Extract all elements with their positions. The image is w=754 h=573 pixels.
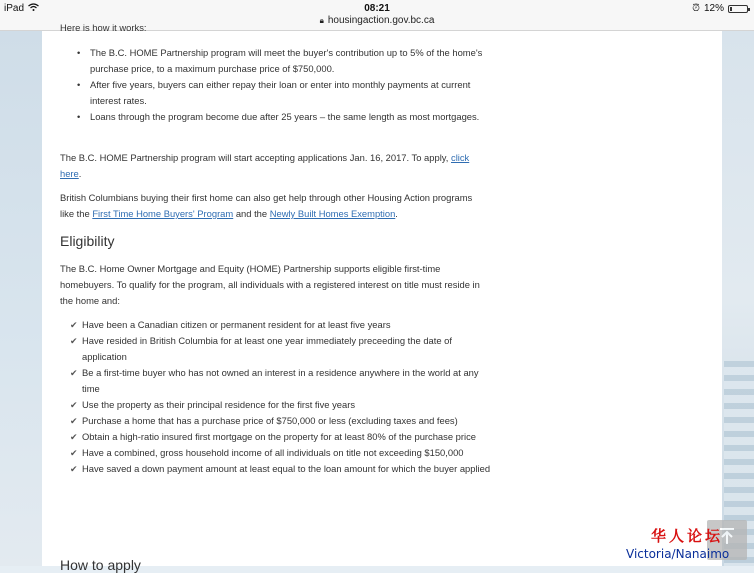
list-item: ✔ Have saved a down payment amount at least equal to the loan amount for which the buyer applied	[72, 461, 492, 477]
article-container	[42, 22, 722, 573]
lock-icon: 🔒︎	[319, 16, 324, 25]
watermark-chinese: 华人论坛	[651, 527, 724, 545]
intro-partial-text: Here is how it works:	[60, 22, 147, 33]
other-programs-paragraph: British Columbians buying their first home can also get help through other Housing Action programs like the First Time Home Buyers' Program and the Newly Built Homes Exemption.	[60, 192, 473, 219]
alarm-icon: ⏰︎	[692, 3, 700, 14]
checkmark-icon: ✔	[70, 320, 78, 330]
eligibility-heading: Eligibility	[60, 233, 115, 249]
checkmark-icon: ✔	[70, 336, 78, 346]
list-item: ✔ Purchase a home that has a purchase price of $750,000 or less (excluding taxes and fees)	[72, 413, 492, 429]
how-to-apply-heading: How to apply	[60, 557, 141, 573]
eligibility-paragraph: The B.C. Home Owner Mortgage and Equity (HOME) Partnership supports eligible first-time homebuyers. To qualify for the program, all individuals with a registered interest on title must reside in the home and:	[60, 263, 480, 306]
list-item: • Loans through the program become due after 25 years – the same length as most mortgages.	[72, 109, 492, 125]
page-background-left	[0, 31, 42, 566]
checkmark-icon: ✔	[70, 368, 78, 378]
url-text: housingaction.gov.bc.ca	[327, 15, 435, 26]
list-item: ✔ Have a combined, gross household income of all individuals on title not exceeding $150,000	[72, 445, 492, 461]
list-item: • The B.C. HOME Partnership program will meet the buyer's contribution up to 5% of the home's purchase price, to a maximum purchase price of $750,000.	[72, 45, 492, 77]
list-item: ✔ Have resided in British Columbia for at least one year immediately preceeding the date of application	[70, 335, 452, 362]
newly-built-homes-link[interactable]: Newly Built Homes Exemption	[269, 208, 396, 219]
battery-percent: 12%	[703, 3, 724, 14]
eligibility-check-list	[72, 317, 492, 477]
checkmark-icon: ✔	[70, 416, 78, 426]
checkmark-icon: ✔	[70, 464, 78, 474]
program-bullet-list	[72, 45, 492, 125]
applications-paragraph: The B.C. HOME Partnership program will start accepting applications Jan. 16, 2017. To apply, click here.	[60, 152, 470, 179]
list-item: ✔ Be a first-time buyer who has not owned an interest in a residence anywhere in the world at any time	[70, 367, 479, 394]
click-here-link[interactable]: click here	[60, 152, 470, 179]
status-right	[692, 3, 748, 14]
first-time-buyers-link[interactable]: First Time Home Buyers' Program	[92, 208, 234, 219]
checkmark-icon: ✔	[70, 400, 78, 410]
checkmark-icon: ✔	[70, 432, 78, 442]
list-item: ✔ Have been a Canadian citizen or permanent resident for at least five years	[72, 317, 492, 333]
battery-icon	[728, 5, 748, 13]
list-item: • After five years, buyers can either repay their loan or enter into monthly payments at current interest rates.	[72, 77, 492, 109]
page-background-right	[722, 31, 754, 566]
list-item: ✔ Use the property as their principal residence for the first five years	[72, 397, 492, 413]
clock: 08:21	[364, 3, 390, 14]
watermark-english: Victoria/Nanaimo	[626, 547, 730, 561]
list-item: ✔ Obtain a high-ratio insured first mortgage on the property for at least 80% of the purchase price	[72, 429, 492, 445]
device-label: iPad	[4, 3, 25, 14]
checkmark-icon: ✔	[70, 448, 78, 458]
